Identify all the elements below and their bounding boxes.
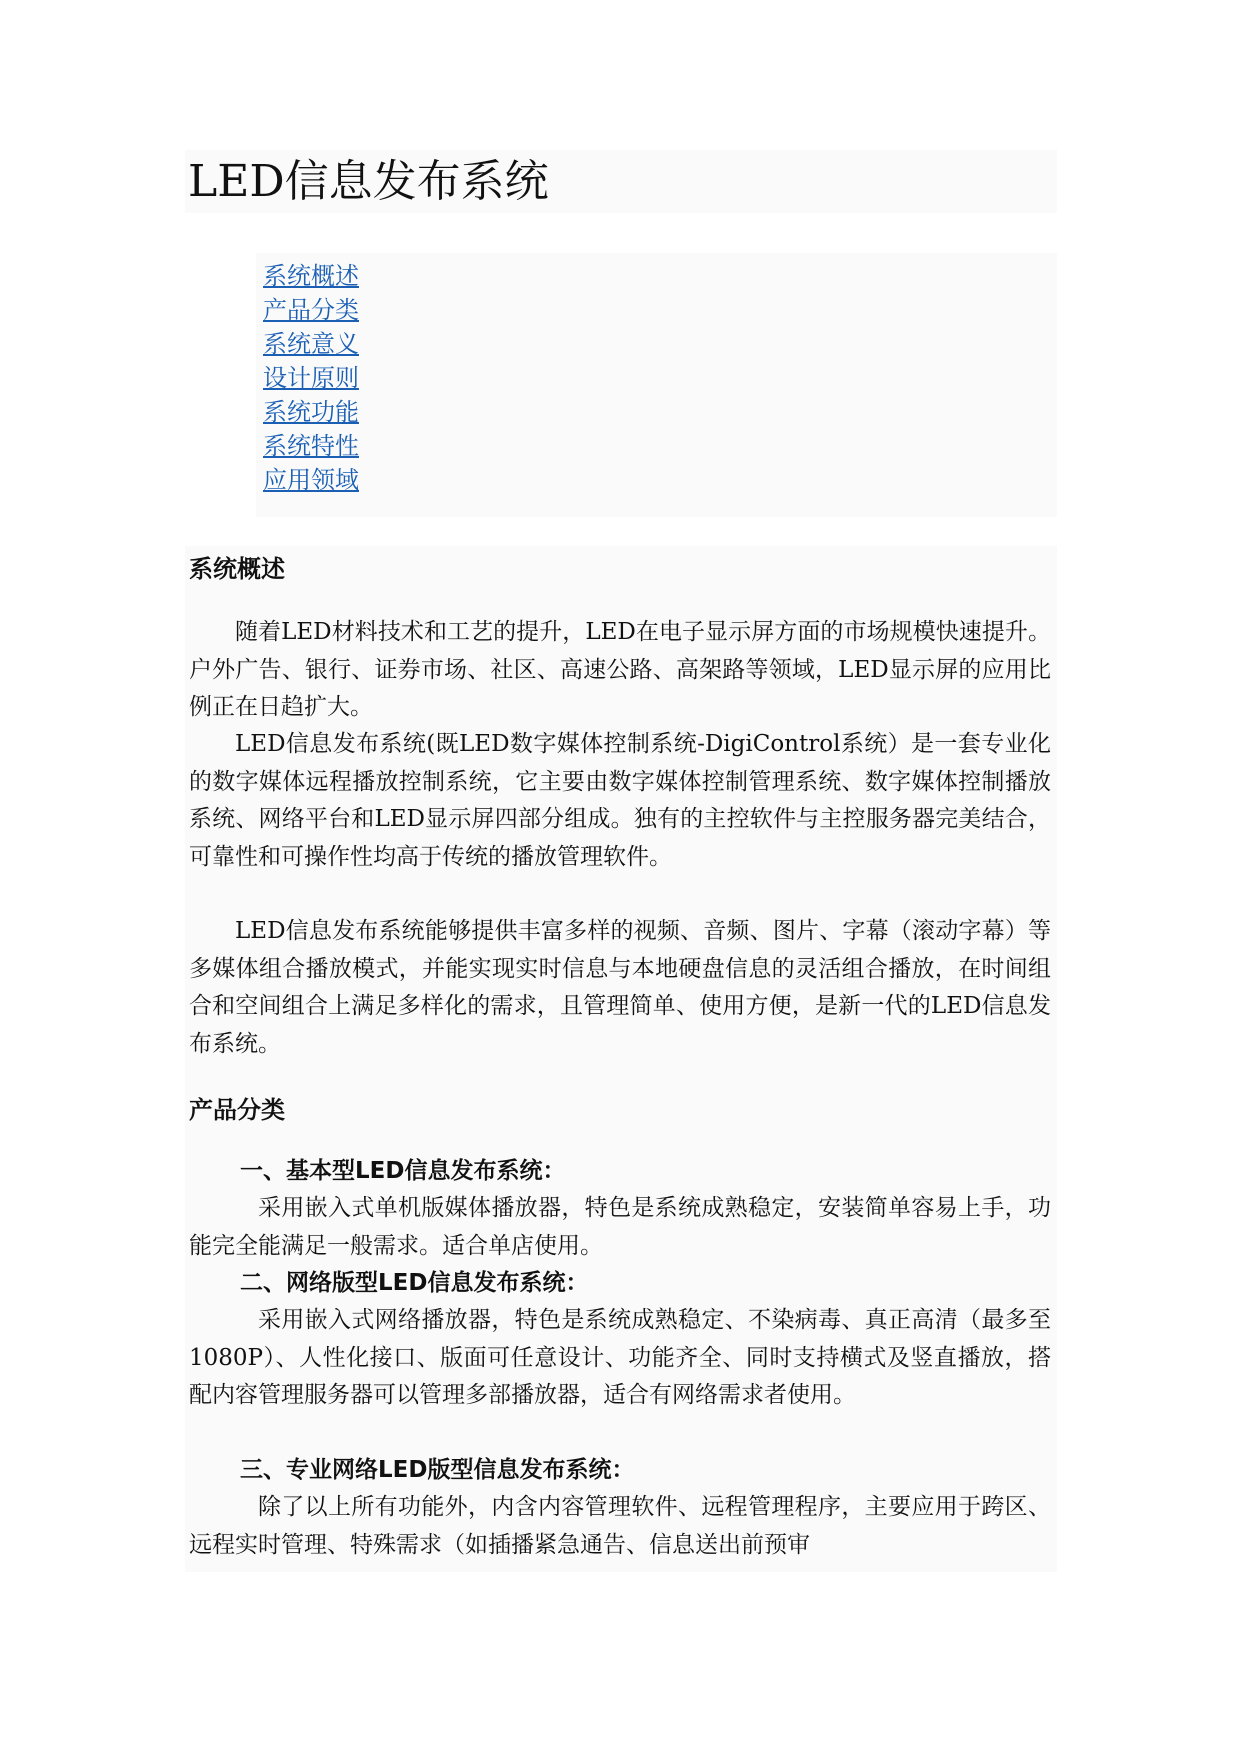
product-item-text-network: 采用嵌入式网络播放器，特色是系统成熟稳定、不染病毒、真正高清（最多至1080P）、人性化接口、版面可任意设计、功能齐全、同时支持横式及竖直播放，搭配内容管理服务器可以管理多部播放器，适合有网络需求者使用。 bbox=[189, 1307, 1051, 1408]
toc-link-applications[interactable]: 应用领域 bbox=[263, 466, 359, 494]
table-of-contents bbox=[256, 253, 1057, 517]
toc-link-products[interactable]: 产品分类 bbox=[263, 296, 359, 324]
toc-link-significance[interactable]: 系统意义 bbox=[263, 330, 359, 358]
page-title: LED信息发布系统 bbox=[188, 156, 549, 207]
overview-paragraph-1: 随着LED材料技术和工艺的提升，LED在电子显示屏方面的市场规模快速提升。户外广告、银行、证券市场、社区、高速公路、高架路等领域，LED显示屏的应用比例正在日趋扩大。 bbox=[189, 619, 1051, 720]
overview-paragraph-3: LED信息发布系统能够提供丰富多样的视频、音频、图片、字幕（滚动字幕）等多媒体组合播放模式，并能实现实时信息与本地硬盘信息的灵活组合播放，在时间组合和空间组合上满足多样化的需求，且管理简单、使用方便，是新一代的LED信息发布系统。 bbox=[189, 918, 1051, 1057]
product-item-title-professional: 三、专业网络LED版型信息发布系统： bbox=[240, 1457, 635, 1483]
content-area bbox=[185, 546, 1057, 1572]
toc-link-design-principles[interactable]: 设计原则 bbox=[263, 364, 359, 392]
section-heading-overview: 系统概述 bbox=[189, 555, 285, 583]
toc-link-functions[interactable]: 系统功能 bbox=[263, 398, 359, 426]
product-item-text-professional: 除了以上所有功能外，内含内容管理软件、远程管理程序，主要应用于跨区、远程实时管理、特殊需求（如插播紧急通告、信息送出前预审 bbox=[189, 1494, 1051, 1558]
toc-link-overview[interactable]: 系统概述 bbox=[263, 262, 359, 290]
product-item-title-network: 二、网络版型LED信息发布系统： bbox=[240, 1270, 589, 1296]
product-item-title-basic: 一、基本型LED信息发布系统： bbox=[240, 1158, 566, 1184]
toc-link-features[interactable]: 系统特性 bbox=[263, 432, 359, 460]
overview-paragraph-2: LED信息发布系统(既LED数字媒体控制系统-DigiControl系统）是一套专业化的数字媒体远程播放控制系统，它主要由数字媒体控制管理系统、数字媒体控制播放系统、网络平台和LED显示屏四部分组成。独有的主控软件与主控服务器完美结合，可靠性和可操作性均高于传统的播放管理软件。 bbox=[189, 731, 1051, 870]
section-heading-products: 产品分类 bbox=[189, 1096, 285, 1124]
product-item-text-basic: 采用嵌入式单机版媒体播放器，特色是系统成熟稳定，安装简单容易上手，功能完全能满足一般需求。适合单店使用。 bbox=[189, 1195, 1051, 1259]
